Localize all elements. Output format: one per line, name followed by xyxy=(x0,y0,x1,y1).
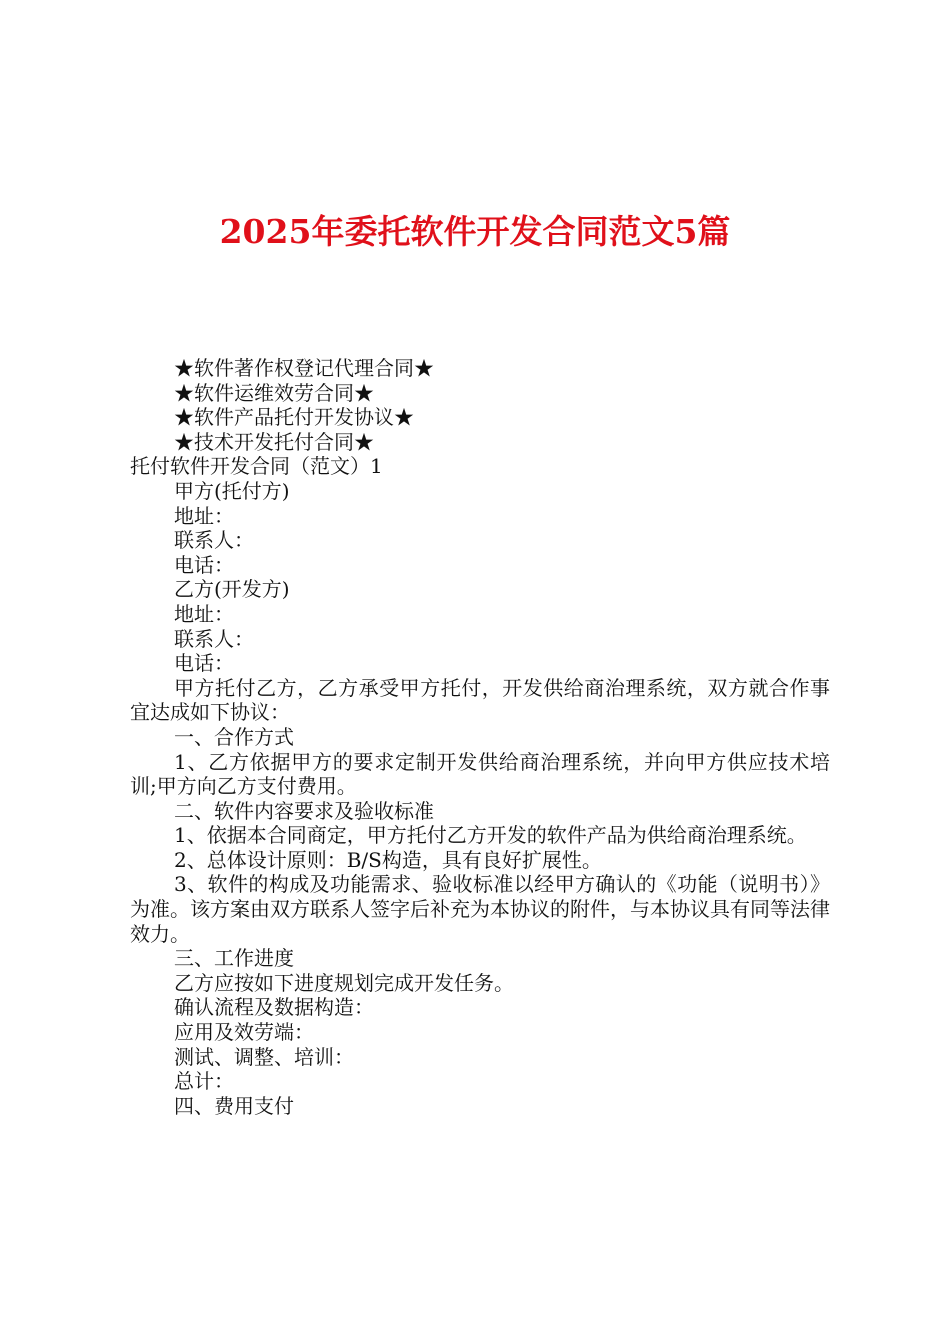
party-a-phone: 电话： xyxy=(174,552,234,577)
section-3-heading: 三、工作进度 xyxy=(174,946,294,971)
section-2-paragraph-2: 2、总体设计原则：B/S构造，具有良好扩展性。 xyxy=(174,847,602,872)
section-2-heading: 二、软件内容要求及验收标准 xyxy=(174,798,434,823)
schedule-item: 应用及效劳端： xyxy=(174,1020,314,1045)
section-heading: 托付软件开发合同（范文）1 xyxy=(130,454,383,479)
related-link[interactable]: ★技术开发托付合同★ xyxy=(174,429,374,454)
schedule-item: 确认流程及数据构造： xyxy=(174,995,374,1020)
party-b-address: 地址： xyxy=(174,601,234,626)
schedule-item: 测试、调整、培训： xyxy=(174,1044,354,1069)
related-link[interactable]: ★软件产品托付开发协议★ xyxy=(174,405,414,430)
related-link[interactable]: ★软件运维效劳合同★ xyxy=(174,380,374,405)
party-a-address: 地址： xyxy=(174,503,234,528)
party-b-label: 乙方(开发方) xyxy=(174,577,290,602)
section-2-paragraph-1: 1、依据本合同商定，甲方托付乙方开发的软件产品为供给商治理系统。 xyxy=(174,823,807,848)
document-body xyxy=(130,356,830,1118)
party-b-contact: 联系人： xyxy=(174,626,254,651)
section-1-heading: 一、合作方式 xyxy=(174,724,294,749)
document-title: 2025年委托软件开发合同范文5篇 xyxy=(219,212,731,251)
section-1-paragraph: 1、乙方依据甲方的要求定制开发供给商治理系统，并向甲方供应技术培训;甲方向乙方支付费用。 xyxy=(130,749,830,799)
section-4-heading: 四、费用支付 xyxy=(174,1093,294,1118)
party-a-label: 甲方(托付方) xyxy=(174,478,290,503)
section-3-paragraph: 乙方应按如下进度规划完成开发任务。 xyxy=(174,970,514,995)
party-b-phone: 电话： xyxy=(174,651,234,676)
intro-paragraph: 甲方托付乙方，乙方承受甲方托付，开发供给商治理系统，双方就合作事宜达成如下协议： xyxy=(130,675,830,725)
schedule-item: 总计： xyxy=(174,1069,234,1094)
related-link[interactable]: ★软件著作权登记代理合同★ xyxy=(174,356,434,380)
party-a-contact: 联系人： xyxy=(174,528,254,553)
section-2-paragraph-3: 3、软件的构成及功能需求、验收标准以经甲方确认的《功能（说明书）》为准。该方案由双方联系人签字后补充为本协议的附件，与本协议具有同等法律效力。 xyxy=(130,872,830,946)
